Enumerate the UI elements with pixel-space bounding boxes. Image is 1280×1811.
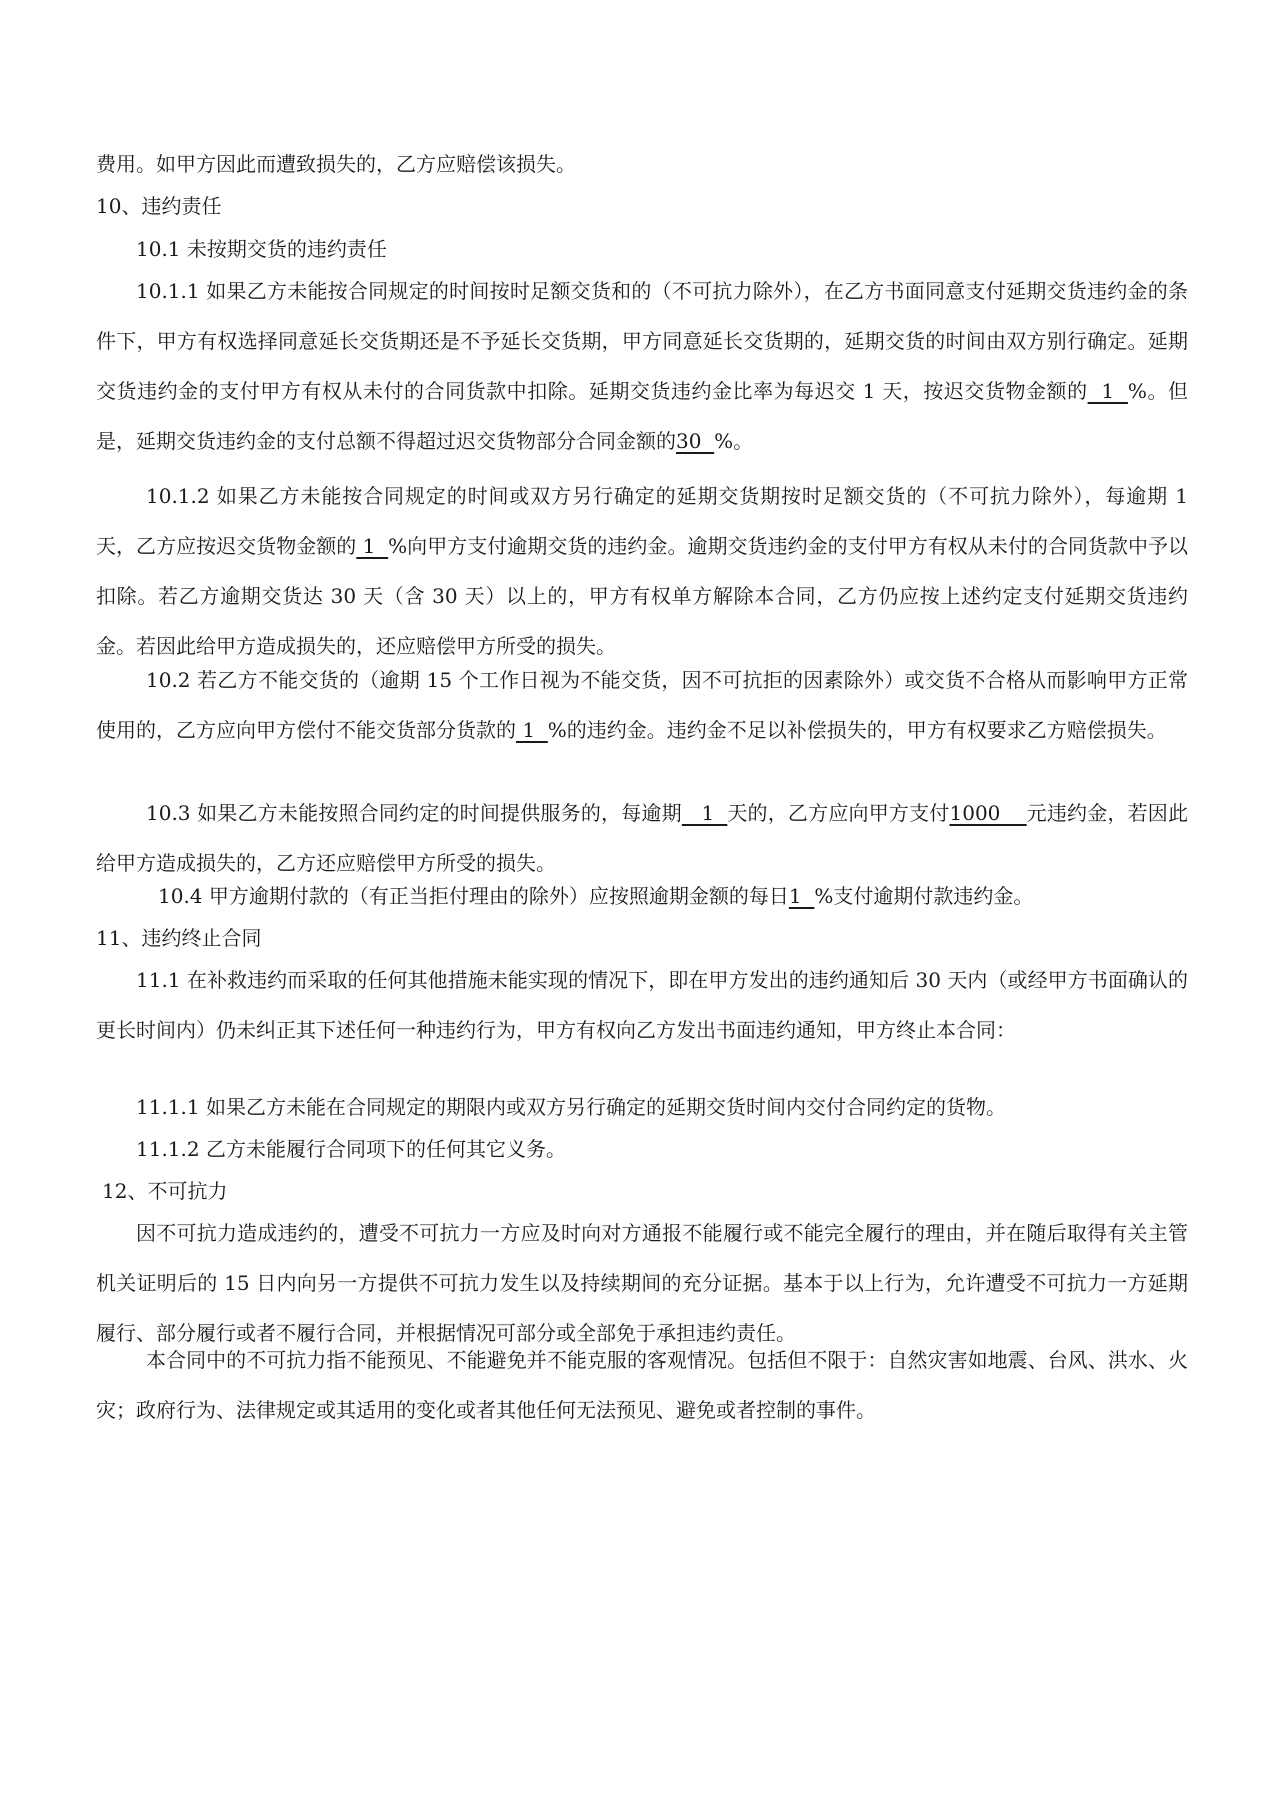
blank-field-rate: 1 — [356, 534, 389, 558]
section-heading-10: 10、违约责任 — [96, 194, 222, 218]
blank-field-days: 1 — [681, 801, 728, 825]
clause-10-4: 10.4 甲方逾期付款的（有正当拒付理由的除外）应按照逾期金额的每日1 %支付逾期付款违约金。 — [158, 884, 1034, 908]
clause-10-3: 10.3 如果乙方未能按照合同约定的时间提供服务的，每逾期 1 天的，乙方应向甲方支付1000 元违约金，若因此给甲方造成损失的，乙方还应赔偿甲方所受的损失。 — [96, 801, 1189, 875]
section-heading-12: 12、不可抗力 — [102, 1179, 228, 1203]
force-majeure-paragraph-2: 本合同中的不可抗力指不能预见、不能避免并不能克服的客观情况。包括但不限于：自然灾害如地震、台风、洪水、火灾；政府行为、法律规定或其适用的变化或者其他任何无法预见、避免或者控制的事件。 — [96, 1348, 1188, 1422]
clause-10-1-2: 10.1.2 如果乙方未能按合同规定的时间或双方另行确定的延期交货期按时足额交货的（不可抗力除外），每逾期 1 天，乙方应按迟交货物金额的 1 %向甲方支付逾期交货的违约金。逾期交货违约金的支付甲方有权从未付的合同货款中予以扣除。若乙方逾期交货达 30 天（含 30 天）以上的，甲方有权单方解除本合同，乙方仍应按上述约定支付延期交货违约金。若因此给甲方造成损失的，还应赔偿甲方所受的损失。 — [96, 484, 1189, 658]
clause-10-1-1: 10.1.1 如果乙方未能按合同规定的时间按时足额交货和的（不可抗力除外），在乙方书面同意支付延期交货违约金的条件下，甲方有权选择同意延长交货期还是不予延长交货期，甲方同意延长交货期的，延期交货的时间由双方别行确定。延期交货违约金的支付甲方有权从未付的合同货款中扣除。延期交货违约金比率为每迟交 1 天，按迟交货物金额的 1 %。但是，延期交货违约金的支付总额不得超过迟交货物部分合同金额的30 %。 — [96, 279, 1188, 453]
force-majeure-paragraph-1: 因不可抗力造成违约的，遭受不可抗力一方应及时向对方通报不能履行或不能完全履行的理由，并在随后取得有关主管机关证明后的 15 日内向另一方提供不可抗力发生以及持续期间的充分证据。基本于以上行为，允许遭受不可抗力一方延期履行、部分履行或者不履行合同，并根据情况可部分或全部免于承担违约责任。 — [96, 1221, 1188, 1345]
blank-field-amount: 1000 — [949, 801, 1027, 825]
clause-11-1: 11.1 在补救违约而采取的任何其他措施未能实现的情况下，即在甲方发出的违约通知后 30 天内（或经甲方书面确认的更长时间内）仍未纠正其下述任何一种违约行为，甲方有权向乙方发出书面违约通知，甲方终止本合同： — [96, 968, 1188, 1042]
clause-10-2: 10.2 若乙方不能交货的（逾期 15 个工作日视为不能交货，因不可抗拒的因素除外）或交货不合格从而影响甲方正常使用的，乙方应向甲方偿付不能交货部分货款的 1 %的违约金。违约金不足以补偿损失的，甲方有权要求乙方赔偿损失。 — [96, 668, 1188, 742]
blank-field-cap: 30 — [676, 429, 715, 453]
blank-field-rate: 1 — [1087, 379, 1128, 403]
subsection-heading-10-1: 10.1 未按期交货的违约责任 — [136, 237, 387, 261]
clause-11-1-2: 11.1.2 乙方未能履行合同项下的任何其它义务。 — [136, 1137, 566, 1161]
blank-field-rate: 1 — [516, 718, 548, 742]
clause-11-1-1: 11.1.1 如果乙方未能在合同规定的期限内或双方另行确定的延期交货时间内交付合同约定的货物。 — [136, 1095, 1006, 1119]
paragraph-continuation: 费用。如甲方因此而遭致损失的，乙方应赔偿该损失。 — [96, 152, 576, 176]
blank-field-rate: 1 — [788, 884, 815, 908]
section-heading-11: 11、违约终止合同 — [96, 926, 262, 950]
